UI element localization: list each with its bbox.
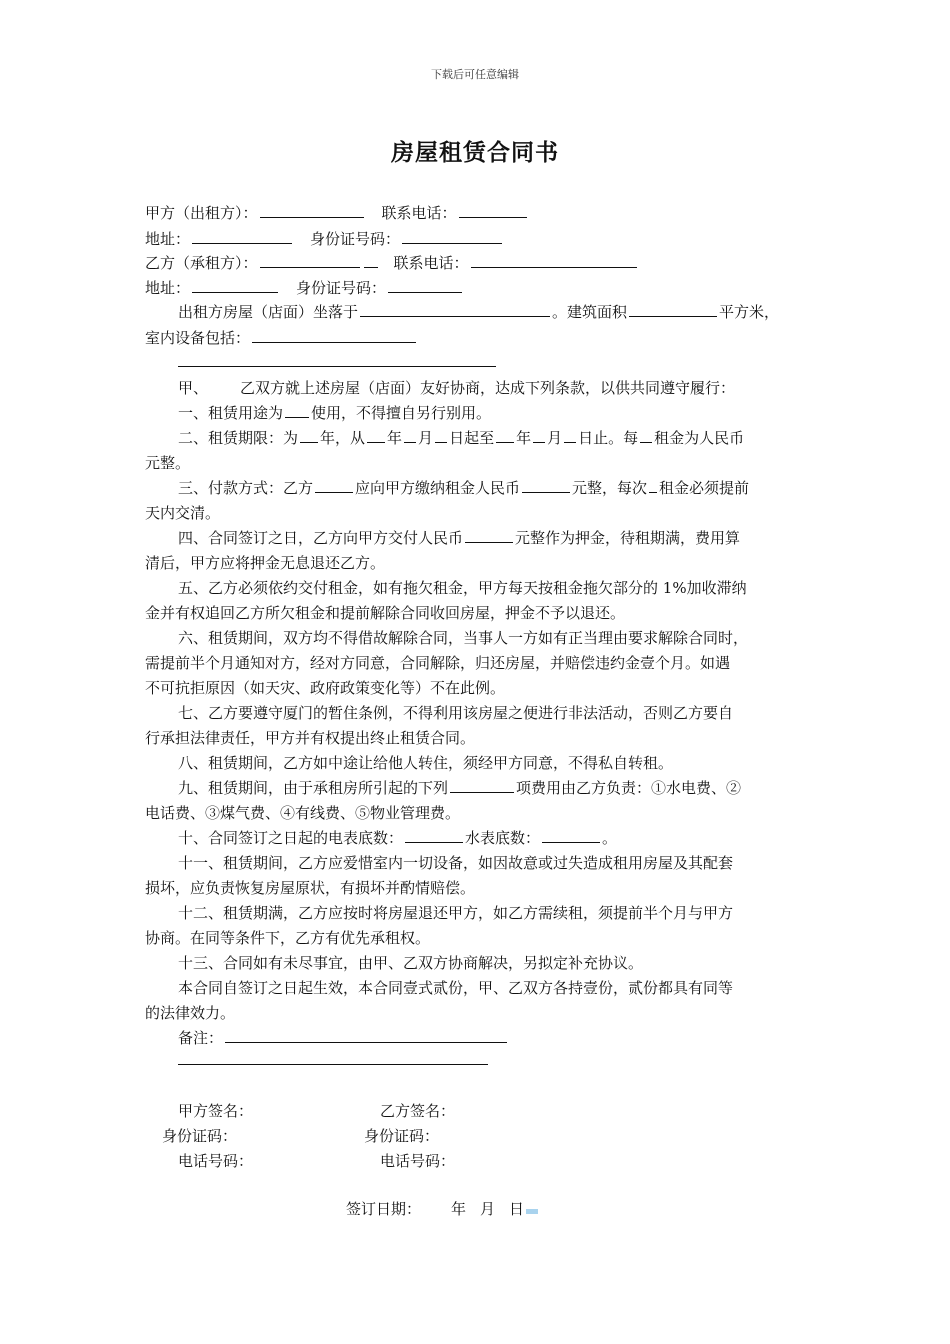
party-a-phone-label: 联系电话： [381, 204, 457, 222]
clause-14-text-a: 本合同自签订之日起生效，本合同壹式贰份，甲、乙双方各持壹份，贰份都具有同等 [178, 979, 734, 997]
sign-date-day: 日 [509, 1200, 525, 1218]
clause-5-cont [145, 602, 625, 623]
rent-period-blank [649, 477, 657, 493]
clause-2-text-a: 二、租赁期限：为 [178, 429, 299, 447]
party-b-id-label: 身份证号码： [296, 279, 387, 297]
party-b-address-label: 地址： [145, 279, 191, 297]
party-b-phone-blank [471, 252, 637, 268]
sign-date-label: 签订日期： [346, 1200, 422, 1218]
clause-2-text-g: 月 [547, 429, 563, 447]
clause-3-text-d: 租金必须提前 [659, 479, 750, 497]
clause-9-text-c: 电话费、③煤气费、④有线费、⑤物业管理费。 [145, 804, 461, 822]
location-blank [360, 301, 550, 317]
remark-line [178, 1027, 509, 1048]
electric-meter-blank [405, 827, 463, 843]
location-text-2: 。建筑面积 [552, 303, 628, 321]
clause-10-text-a: 十、合同签订之日起的电表底数： [178, 829, 404, 847]
remark-blank [225, 1027, 507, 1043]
end-month-blank [533, 427, 545, 443]
clause-3-cont [145, 502, 220, 523]
text-cursor-highlight [526, 1209, 538, 1214]
clause-11-cont [145, 877, 475, 898]
clause-11 [178, 852, 733, 873]
clause-5 [178, 577, 747, 598]
clause-1-text-a: 一、租赁用途为 [178, 404, 284, 422]
clause-11-text-b: 损坏，应负责恢复房屋原状，有损坏并酌情赔偿。 [145, 879, 476, 897]
party-b-id-label: 身份证码： [364, 1127, 440, 1145]
remark-rule [178, 1064, 488, 1065]
clause-7 [178, 702, 733, 723]
start-year-blank [367, 427, 385, 443]
clause-6-text-a: 六、租赁期间，双方均不得借故解除合同，当事人一方如有正当理由要求解除合同时， [178, 629, 749, 647]
clause-2-text-c: 年 [387, 429, 403, 447]
clause-9-text-b: 项费用由乙方负责：①水电费、② [516, 779, 742, 797]
clause-12 [178, 902, 733, 923]
clause-9 [178, 777, 741, 798]
party-a-address-blank [192, 228, 292, 244]
clause-14 [178, 977, 733, 998]
clause-10-text-c: 。 [602, 829, 618, 847]
party-b-id-blank [388, 277, 462, 293]
party-a-id-label: 身份证号码： [310, 230, 401, 248]
party-a-name-blank [260, 202, 364, 218]
equipment-rule [178, 366, 496, 367]
equipment-label: 室内设备包括： [145, 329, 251, 347]
fee-items-blank [450, 777, 514, 793]
location-text-1: 出租方房屋（店面）坐落于 [178, 303, 359, 321]
clause-2-text-e: 日起至 [449, 429, 495, 447]
clause-10 [178, 827, 617, 848]
party-b-signature-label: 乙方签名： [380, 1102, 456, 1120]
deposit-blank [465, 527, 513, 543]
water-meter-blank [542, 827, 600, 843]
intro-a: 甲、 [178, 379, 209, 397]
clause-13 [178, 952, 643, 973]
party-a-id-blank [402, 228, 502, 244]
sign-date-line [346, 1198, 538, 1219]
clause-5-text-a: 五、乙方必须依约交付租金，如有拖欠租金，甲方每天按租金拖欠部分的 1%加收滞纳 [178, 579, 747, 597]
party-b-line [145, 252, 639, 273]
page-title: 房屋租赁合同书 [391, 139, 559, 166]
start-month-blank [404, 427, 416, 443]
clause-3-text-b: 应向甲方缴纳租金人民币 [355, 479, 521, 497]
end-year-blank [496, 427, 514, 443]
party-b-name-blank-2 [364, 252, 378, 268]
area-blank [629, 301, 717, 317]
clause-3 [178, 477, 749, 498]
location-line [178, 301, 779, 322]
clause-9-cont [145, 802, 460, 823]
intro-line [178, 377, 735, 398]
clause-6-text-c: 不可抗拒原因（如天灾、政府政策变化等）不在此例。 [145, 679, 506, 697]
clause-2-text-d: 月 [418, 429, 434, 447]
clause-8-text: 八、租赁期间，乙方如中途让给他人转住，须经甲方同意，不得私自转租。 [178, 754, 674, 772]
party-b-label: 乙方（承租方）： [145, 254, 258, 272]
clause-9-text-a: 九、租赁期间，由于承租房所引起的下列 [178, 779, 449, 797]
clause-7-cont [145, 727, 475, 748]
clause-4-cont [145, 552, 385, 573]
clause-2-text-i: 租金为人民币 [654, 429, 745, 447]
clause-8 [178, 752, 673, 773]
clause-6-cont-2 [145, 677, 505, 698]
equipment-line [145, 327, 418, 348]
location-text-3: 平方米， [719, 303, 780, 321]
party-a-address-line [145, 228, 504, 249]
clause-11-text-a: 十一、租赁期间，乙方应爱惜室内一切设备，如因故意或过失造成租用房屋及其配套 [178, 854, 734, 872]
clause-10-text-b: 水表底数： [465, 829, 541, 847]
party-b-name-blank [260, 252, 360, 268]
payment-method-blank [315, 477, 353, 493]
party-b-address-line [145, 277, 464, 298]
clause-2-text-j: 元整。 [145, 454, 191, 472]
clause-6-text-b: 需提前半个月通知对方，经对方同意，合同解除，归还房屋，并赔偿违约金壹个月。如遇 [145, 654, 731, 672]
clause-6-cont-1 [145, 652, 730, 673]
clause-7-text-a: 七、乙方要遵守厦门的暂住条例，不得利用该房屋之便进行非法活动，否则乙方要自 [178, 704, 734, 722]
clause-5-text-b: 金并有权追回乙方所欠租金和提前解除合同收回房屋，押金不予以退还。 [145, 604, 626, 622]
period-blank [640, 427, 652, 443]
clause-6 [178, 627, 748, 648]
party-a-id-label: 身份证码： [162, 1127, 238, 1145]
party-a-phone-blank [459, 202, 527, 218]
equipment-blank [252, 327, 416, 343]
clause-12-text-b: 协商。在同等条件下，乙方有优先承租权。 [145, 929, 431, 947]
party-a-label: 甲方（出租方）： [145, 204, 258, 222]
clause-2 [178, 427, 744, 448]
party-a-address-label: 地址： [145, 230, 191, 248]
sign-date-month: 月 [480, 1200, 496, 1218]
clause-14-text-b: 的法律效力。 [145, 1004, 236, 1022]
term-years-blank [300, 427, 318, 443]
clause-2-text-f: 年 [516, 429, 532, 447]
clause-4-text-a: 四、合同签订之日，乙方向甲方交付人民币 [178, 529, 464, 547]
party-b-phone-label: 联系电话： [393, 254, 469, 272]
use-blank [285, 402, 309, 418]
remark-label: 备注： [178, 1029, 224, 1047]
clause-4-text-b: 元整作为押金，待租期满，费用算 [515, 529, 741, 547]
party-a-phone-label: 电话号码： [178, 1152, 254, 1170]
start-day-blank [435, 427, 447, 443]
header-note: 下载后可任意编辑 [431, 68, 519, 81]
clause-2-text-b: 年，从 [320, 429, 366, 447]
clause-3-text-a: 三、付款方式：乙方 [178, 479, 314, 497]
clause-3-text-c: 元整，每次 [572, 479, 648, 497]
sign-date-year: 年 [451, 1200, 467, 1218]
intro-b: 乙双方就上述房屋（店面）友好协商，达成下列条款，以供共同遵守履行： [240, 379, 736, 397]
clause-2-text-h: 日止。每 [578, 429, 639, 447]
clause-1-text-b: 使用，不得擅自另行别用。 [311, 404, 492, 422]
party-b-address-blank [192, 277, 278, 293]
clause-12-cont [145, 927, 430, 948]
clause-3-text-e: 天内交清。 [145, 504, 221, 522]
clause-12-text-a: 十二、租赁期满，乙方应按时将房屋退还甲方，如乙方需续租，须提前半个月与甲方 [178, 904, 734, 922]
party-a-signature-label: 甲方签名： [178, 1102, 254, 1120]
party-a-line [145, 202, 529, 223]
clause-1 [178, 402, 491, 423]
clause-4-text-c: 清后，甲方应将押金无息退还乙方。 [145, 554, 386, 572]
party-b-phone-label: 电话号码： [380, 1152, 456, 1170]
clause-2-cont [145, 452, 190, 473]
rent-amount-blank [522, 477, 570, 493]
clause-4 [178, 527, 740, 548]
clause-14-cont [145, 1002, 235, 1023]
clause-7-text-b: 行承担法律责任，甲方并有权提出终止租赁合同。 [145, 729, 476, 747]
end-day-blank [564, 427, 576, 443]
clause-13-text: 十三、合同如有未尽事宜，由甲、乙双方协商解决，另拟定补充协议。 [178, 954, 644, 972]
